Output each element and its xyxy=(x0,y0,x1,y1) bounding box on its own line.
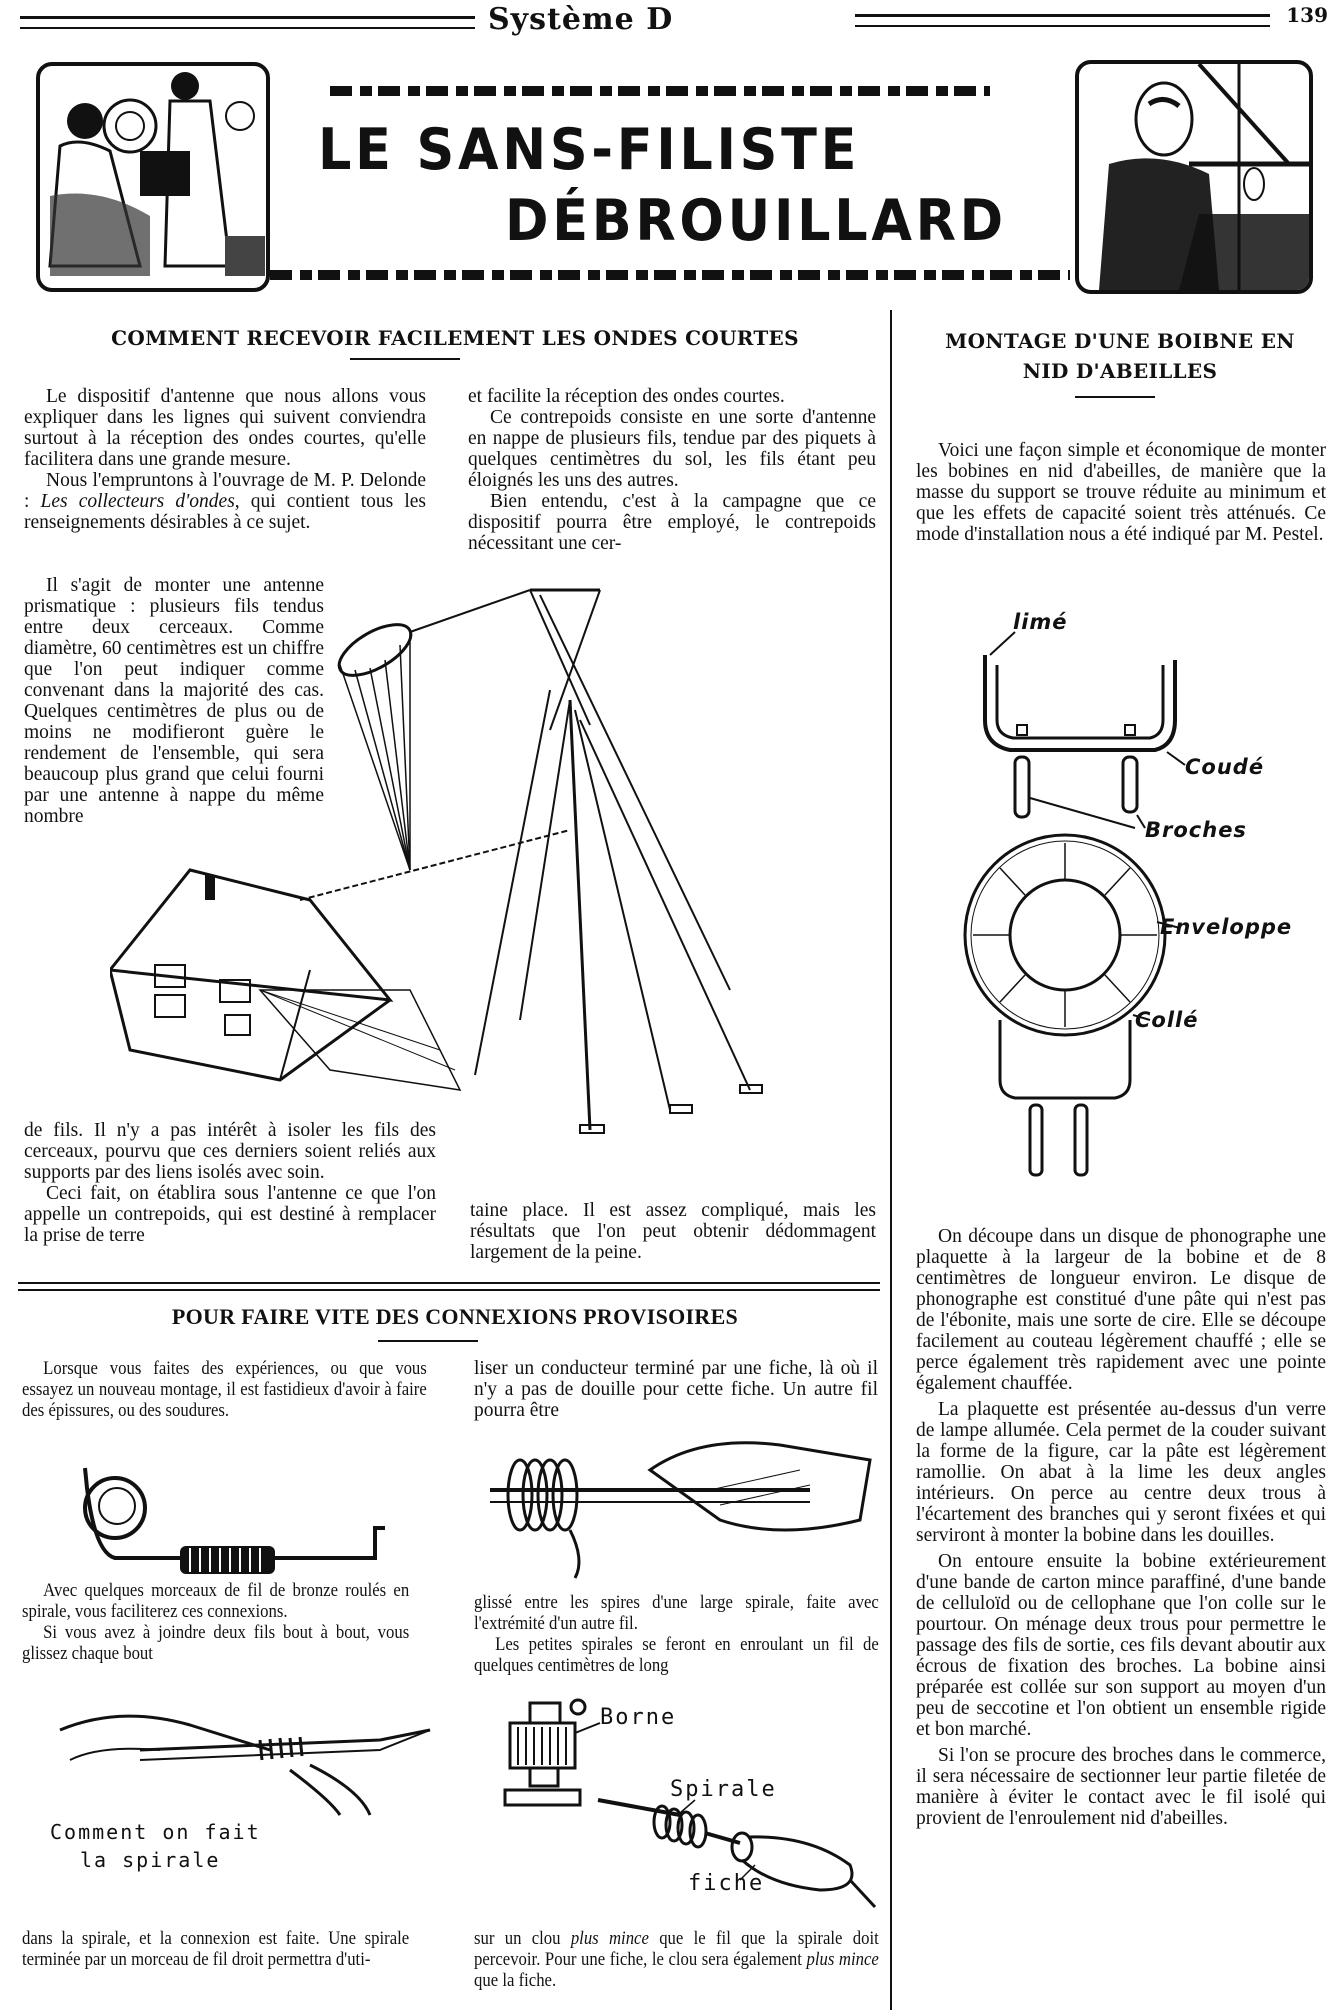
paragraph: taine place. Il est assez compliqué, mais les résultats que l'on peut obtenir dédommagent largement de la peine. xyxy=(470,1200,876,1263)
paragraph: Ce contrepoids consiste en une sorte d'antenne en nappe de plusieurs fils, tendue par des piquets à quelques centimètres du sol, les fils étant peu éloignés les uns des autres. xyxy=(468,407,876,491)
column-divider xyxy=(890,310,892,2010)
article-3-column-2-mid xyxy=(474,1592,879,1676)
article-3-column-2-top xyxy=(474,1358,878,1421)
magazine-title: Système D xyxy=(488,2,674,37)
page-number: 139 xyxy=(1286,3,1328,27)
emphasis: plus mince xyxy=(806,1949,879,1970)
label-colle: Collé xyxy=(1135,1008,1199,1032)
antenna-house-figure xyxy=(110,570,890,1190)
honeycomb-coil-figure xyxy=(945,610,1325,1210)
large-spiral-figure xyxy=(480,1430,880,1580)
paragraph: La plaquette est présentée au-dessus d'un verre de lampe allumée. Cela permet de la couder suivant la forme de la figure, car la pâte est légèrement ramollie. On abat à la lime les deux angles intérieurs. On perce au centre deux trous à l'écartement des branches qui y seront fixées et qui serviront à monter la bobine dans les douilles. xyxy=(916,1399,1326,1546)
label-lime: limé xyxy=(1013,610,1068,634)
paragraph: On entoure ensuite la bobine extérieurement d'une bande de carton mince paraffiné, d'une bande de celluloïd ou de cellophane que l'on colle sur le pourtour. On ménage deux trous pour permettre le passage des fils de sortie, ces fils devant aboutir aux écrous de fixation des broches. La bobine ainsi préparée est collée sur son support au moyen d'un peu de seccotine et l'on obtient un ensemble rigide et bon marché. xyxy=(916,1551,1326,1740)
section-separator xyxy=(18,1282,880,1291)
paragraph: Si vous avez à joindre deux fils bout à bout, vous glissez chaque bout xyxy=(22,1622,410,1664)
paragraph: Le dispositif d'antenne que nous allons vous expliquer dans les lignes qui suivent conviendra surtout à la réception des ondes courtes, qu'elle facilitera dans une grande mesure. xyxy=(24,386,426,470)
header-rule-left xyxy=(20,16,475,29)
article-3-column-1-mid xyxy=(22,1580,409,1664)
banner-right-illustration xyxy=(1075,60,1313,294)
article-1-column-1-top xyxy=(24,386,426,533)
article-3-column-1-bottom xyxy=(22,1928,409,1970)
article-1-column-1-bottom xyxy=(24,1120,436,1246)
article-2-intro xyxy=(916,440,1326,545)
paragraph: liser un conducteur terminé par une fiche, là où il n'y a pas de douille pour cette fiche. Un autre fil pourra être xyxy=(474,1358,878,1421)
paragraph: Ceci fait, on établira sous l'antenne ce que l'on appelle un contrepoids, qui est destiné à remplacer la prise de terre xyxy=(24,1183,436,1246)
terminal-and-plug-figure xyxy=(480,1685,890,1910)
hand-making-spiral-figure xyxy=(40,1690,440,1890)
banner-left-illustration xyxy=(36,62,270,292)
paragraph: Lorsque vous faites des expériences, ou que vous essayez un nouveau montage, il est fastidieux d'avoir à faire des épissures, ou des soudures. xyxy=(22,1358,427,1421)
paragraph: et facilite la réception des ondes courtes. xyxy=(468,386,785,407)
article-3-title: POUR FAIRE VITE DES CONNEXIONS PROVISOIRES xyxy=(171,1304,739,1329)
label-coude: Coudé xyxy=(1185,755,1265,779)
paragraph xyxy=(24,470,426,533)
label-spirale: Spirale xyxy=(670,1777,777,1802)
paragraph-text: Nous l'empruntons à l'ouvrage de M. P. Delonde : xyxy=(24,470,426,512)
article-1-column-2-top xyxy=(468,386,876,554)
label-enveloppe: Enveloppe xyxy=(1160,915,1293,939)
article-1-title-rule xyxy=(350,358,460,360)
article-3-title-rule xyxy=(378,1340,478,1342)
label-borne: Borne xyxy=(600,1705,677,1730)
paragraph: Les petites spirales se feront en enroulant un fil de quelques centimètres de long xyxy=(474,1634,879,1676)
paragraph: Bien entendu, c'est à la campagne que ce dispositif pourra être employé, le contrepoids nécessitant une cer- xyxy=(468,491,876,554)
paragraph-text: sur un clou xyxy=(474,1928,571,1949)
article-3-column-2-bottom xyxy=(474,1928,879,1991)
paragraph-text: , qui contient tous les renseignements désirables à ce sujet. xyxy=(24,491,426,533)
paragraph: dans la spirale, et la connexion est faite. Une spirale terminée par un morceau de fil droit permettra d'uti- xyxy=(22,1928,410,1970)
banner-dash-rule-top xyxy=(330,86,990,96)
banner-dash-rule-bottom xyxy=(270,270,1070,280)
label-broches: Broches xyxy=(1145,818,1247,842)
label-fiche: fiche xyxy=(688,1871,765,1896)
paragraph: Si l'on se procure des broches dans le commerce, il sera nécessaire de sectionner leur partie filetée de manière à éviter le contact avec le fil isolé qui provient de l'enroulement nid d'abeilles. xyxy=(916,1745,1326,1829)
article-2-body xyxy=(916,1226,1326,1829)
paragraph: de fils. Il n'y a pas intérêt à isoler les fils des cerceaux, pourvu que ces derniers soient reliés aux supports par des liens isolés avec soin. xyxy=(24,1120,436,1183)
article-1-column-2-bottom xyxy=(470,1200,876,1263)
article-2-title: MONTAGE D'UNE BOIBNE EN NID D'ABEILLES xyxy=(945,329,1295,383)
running-head xyxy=(0,0,1340,40)
article-3-column-1-top xyxy=(22,1358,427,1421)
book-title: Les collecteurs d'ondes xyxy=(40,491,235,512)
paragraph: Il s'agit de monter une antenne prismatique : plusieurs fils tendus entre deux cerceaux. Comme diamètre, 60 centimètres est un chiffre que l'on peut indiquer comme convenant dans la majorité des cas. Quelques centimètres de plus ou de moins ne modifieront guère le rendement de l'ensemble, qui sera beaucoup plus grand que celui fourni par une antenne à nappe du même nombre xyxy=(24,575,324,827)
paragraph-text: que la fiche. xyxy=(474,1970,557,1991)
paragraph xyxy=(474,1928,879,1991)
paragraph: On découpe dans un disque de phonographe une plaquette à la largeur de la bobine et de 8 centimètres de longueur environ. Le disque de phonographe est constitué d'une pâte qui n'est pas de l'ébonite, mais une sorte de cire. Elle se découpe facilement au couteau légèrement chauffé ; elle se perce également très rapidement avec une pointe également chauffée. xyxy=(916,1226,1326,1394)
figure-caption-line-2: la spirale xyxy=(80,1848,221,1872)
figure-caption-line-1: Comment on fait xyxy=(50,1820,261,1844)
paragraph: glissé entre les spires d'une large spirale, faite avec l'extrémité d'un autre fil. xyxy=(474,1592,879,1634)
emphasis: plus mince xyxy=(570,1928,649,1949)
paragraph: Avec quelques morceaux de fil de bronze roulés en spirale, vous faciliterez ces connexions. xyxy=(22,1580,410,1622)
banner-title-line-1: LE SANS-FILISTE xyxy=(318,117,861,183)
banner-title-line-2: DÉBROUILLARD xyxy=(505,188,1007,254)
article-1-title: COMMENT RECEVOIR FACILEMENT LES ONDES COURTES xyxy=(111,326,799,350)
spiral-connection-figure xyxy=(75,1458,395,1578)
paragraph-text: que le fil que la spirale doit percevoir. Pour une fiche, le clou sera également xyxy=(474,1928,879,1970)
paragraph: Voici une façon simple et économique de monter les bobines en nid d'abeilles, de manière que la masse du support se trouve réduite au minimum et que les effets de capacité soient très atténués. Ce mode d'installation nous a été indiqué par M. Pestel. xyxy=(916,440,1326,545)
header-rule-right xyxy=(855,14,1270,27)
article-2-title-rule xyxy=(1075,396,1155,398)
